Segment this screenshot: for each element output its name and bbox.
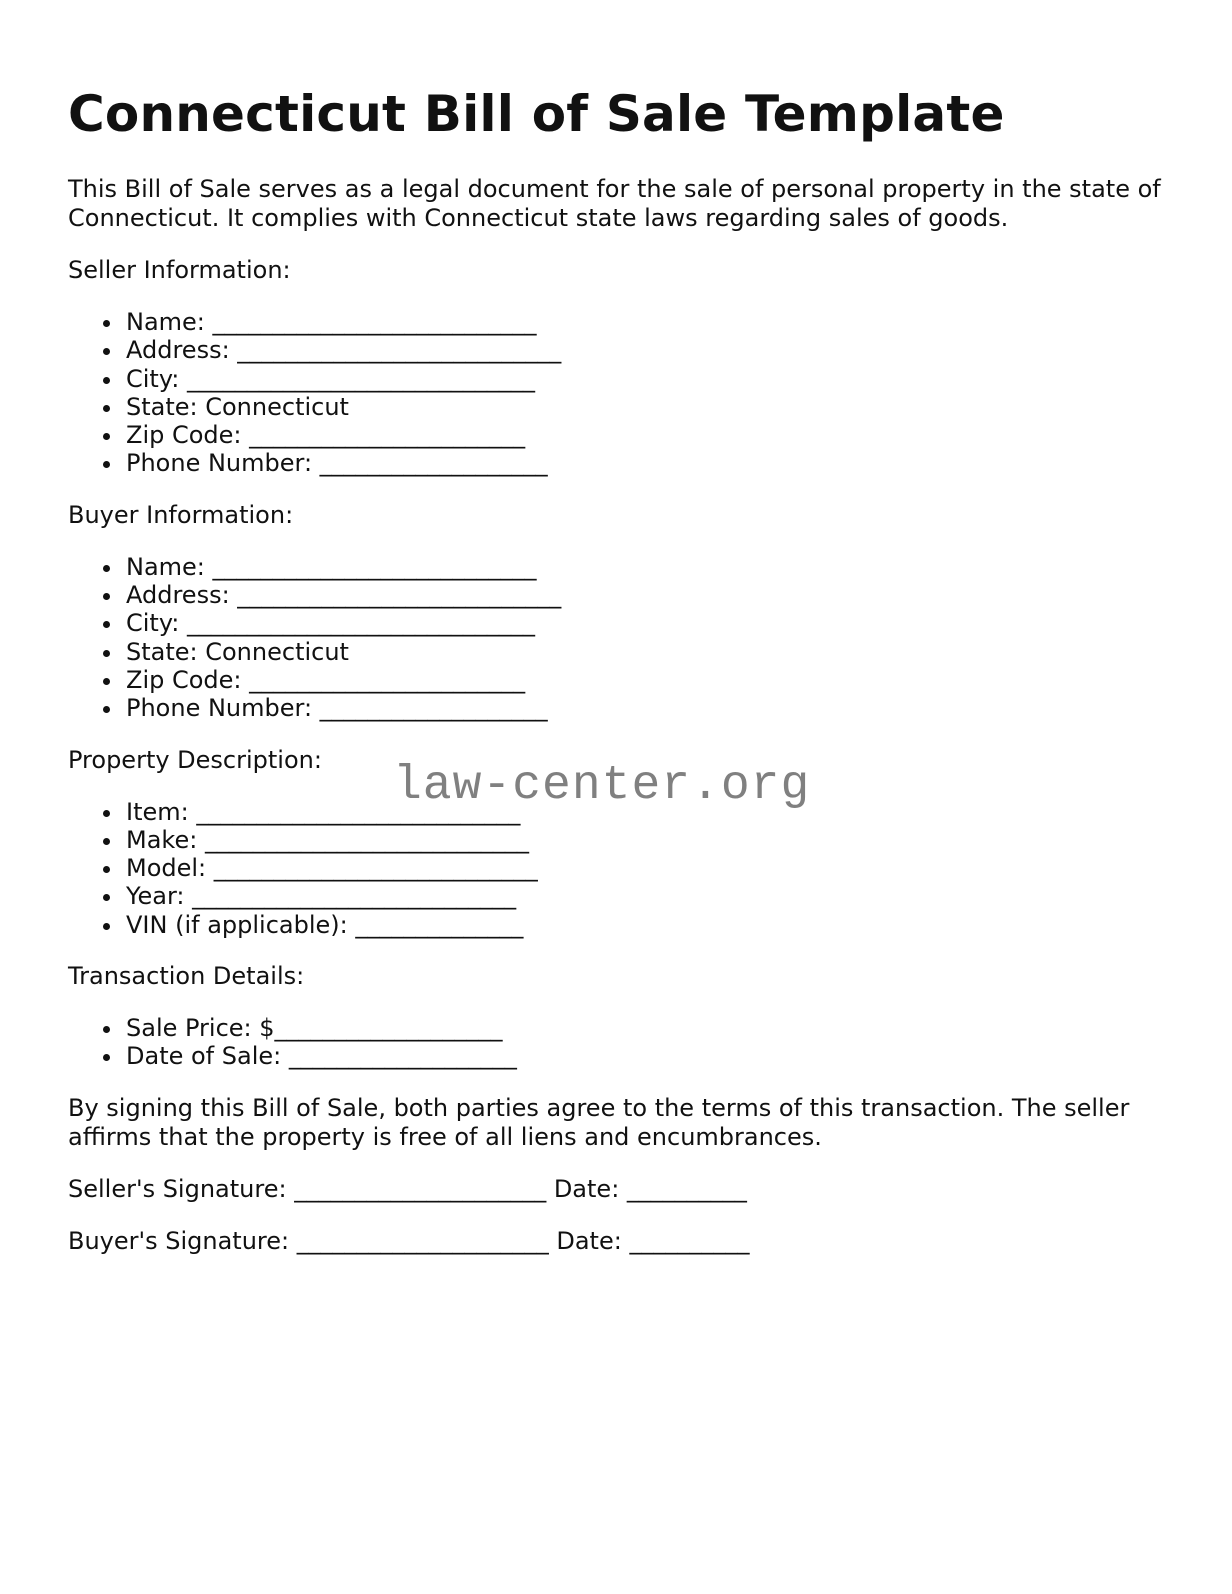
buyer-zip-field: Zip Code: _______________________ (126, 666, 1168, 694)
buyer-state-field: State: Connecticut (126, 638, 1168, 666)
closing-paragraph: By signing this Bill of Sale, both parties agree to the terms of this transaction. The seller affirms that the property is free of all liens and encumbrances. (68, 1093, 1130, 1151)
property-model-field: Model: ___________________________ (126, 854, 1168, 882)
property-field-list (68, 798, 1168, 939)
seller-name-field: Name: ___________________________ (126, 308, 1168, 336)
seller-state-field: State: Connecticut (126, 393, 1168, 421)
transaction-section-heading: Transaction Details: (68, 962, 305, 991)
seller-address-field: Address: ___________________________ (126, 336, 1168, 364)
property-year-field: Year: ___________________________ (126, 882, 1168, 910)
buyer-phone-field: Phone Number: ___________________ (126, 694, 1168, 722)
transaction-field-list (68, 1014, 1168, 1071)
property-section-heading: Property Description: (68, 745, 322, 774)
seller-field-list (68, 308, 1168, 478)
seller-zip-field: Zip Code: _______________________ (126, 421, 1168, 449)
document-page (68, 78, 1168, 1256)
buyer-name-field: Name: ___________________________ (126, 553, 1168, 581)
buyer-city-field: City: _____________________________ (126, 609, 1168, 637)
property-vin-field: VIN (if applicable): ______________ (126, 911, 1168, 939)
buyer-section-heading: Buyer Information: (68, 500, 294, 529)
intro-paragraph: This Bill of Sale serves as a legal document for the sale of personal property in the state of Connecticut. It complies with Connecticut state laws regarding sales of goods. (68, 175, 1161, 232)
seller-city-field: City: _____________________________ (126, 365, 1168, 393)
sale-price-field: Sale Price: $___________________ (126, 1014, 1168, 1042)
buyer-address-field: Address: ___________________________ (126, 581, 1168, 609)
seller-section-heading: Seller Information: (68, 256, 291, 284)
property-item-field: Item: ___________________________ (126, 798, 1168, 826)
property-make-field: Make: ___________________________ (126, 826, 1168, 854)
buyer-field-list (68, 553, 1168, 723)
watermark-text: law-center.org (393, 759, 811, 813)
seller-phone-field: Phone Number: ___________________ (126, 449, 1168, 477)
sale-date-field: Date of Sale: ___________________ (126, 1042, 1168, 1070)
page-title: Connecticut Bill of Sale Template (68, 85, 1005, 143)
buyer-signature-line: Buyer's Signature: _____________________ Date: __________ (68, 1226, 750, 1255)
seller-signature-line: Seller's Signature: _____________________ Date: __________ (68, 1174, 747, 1203)
